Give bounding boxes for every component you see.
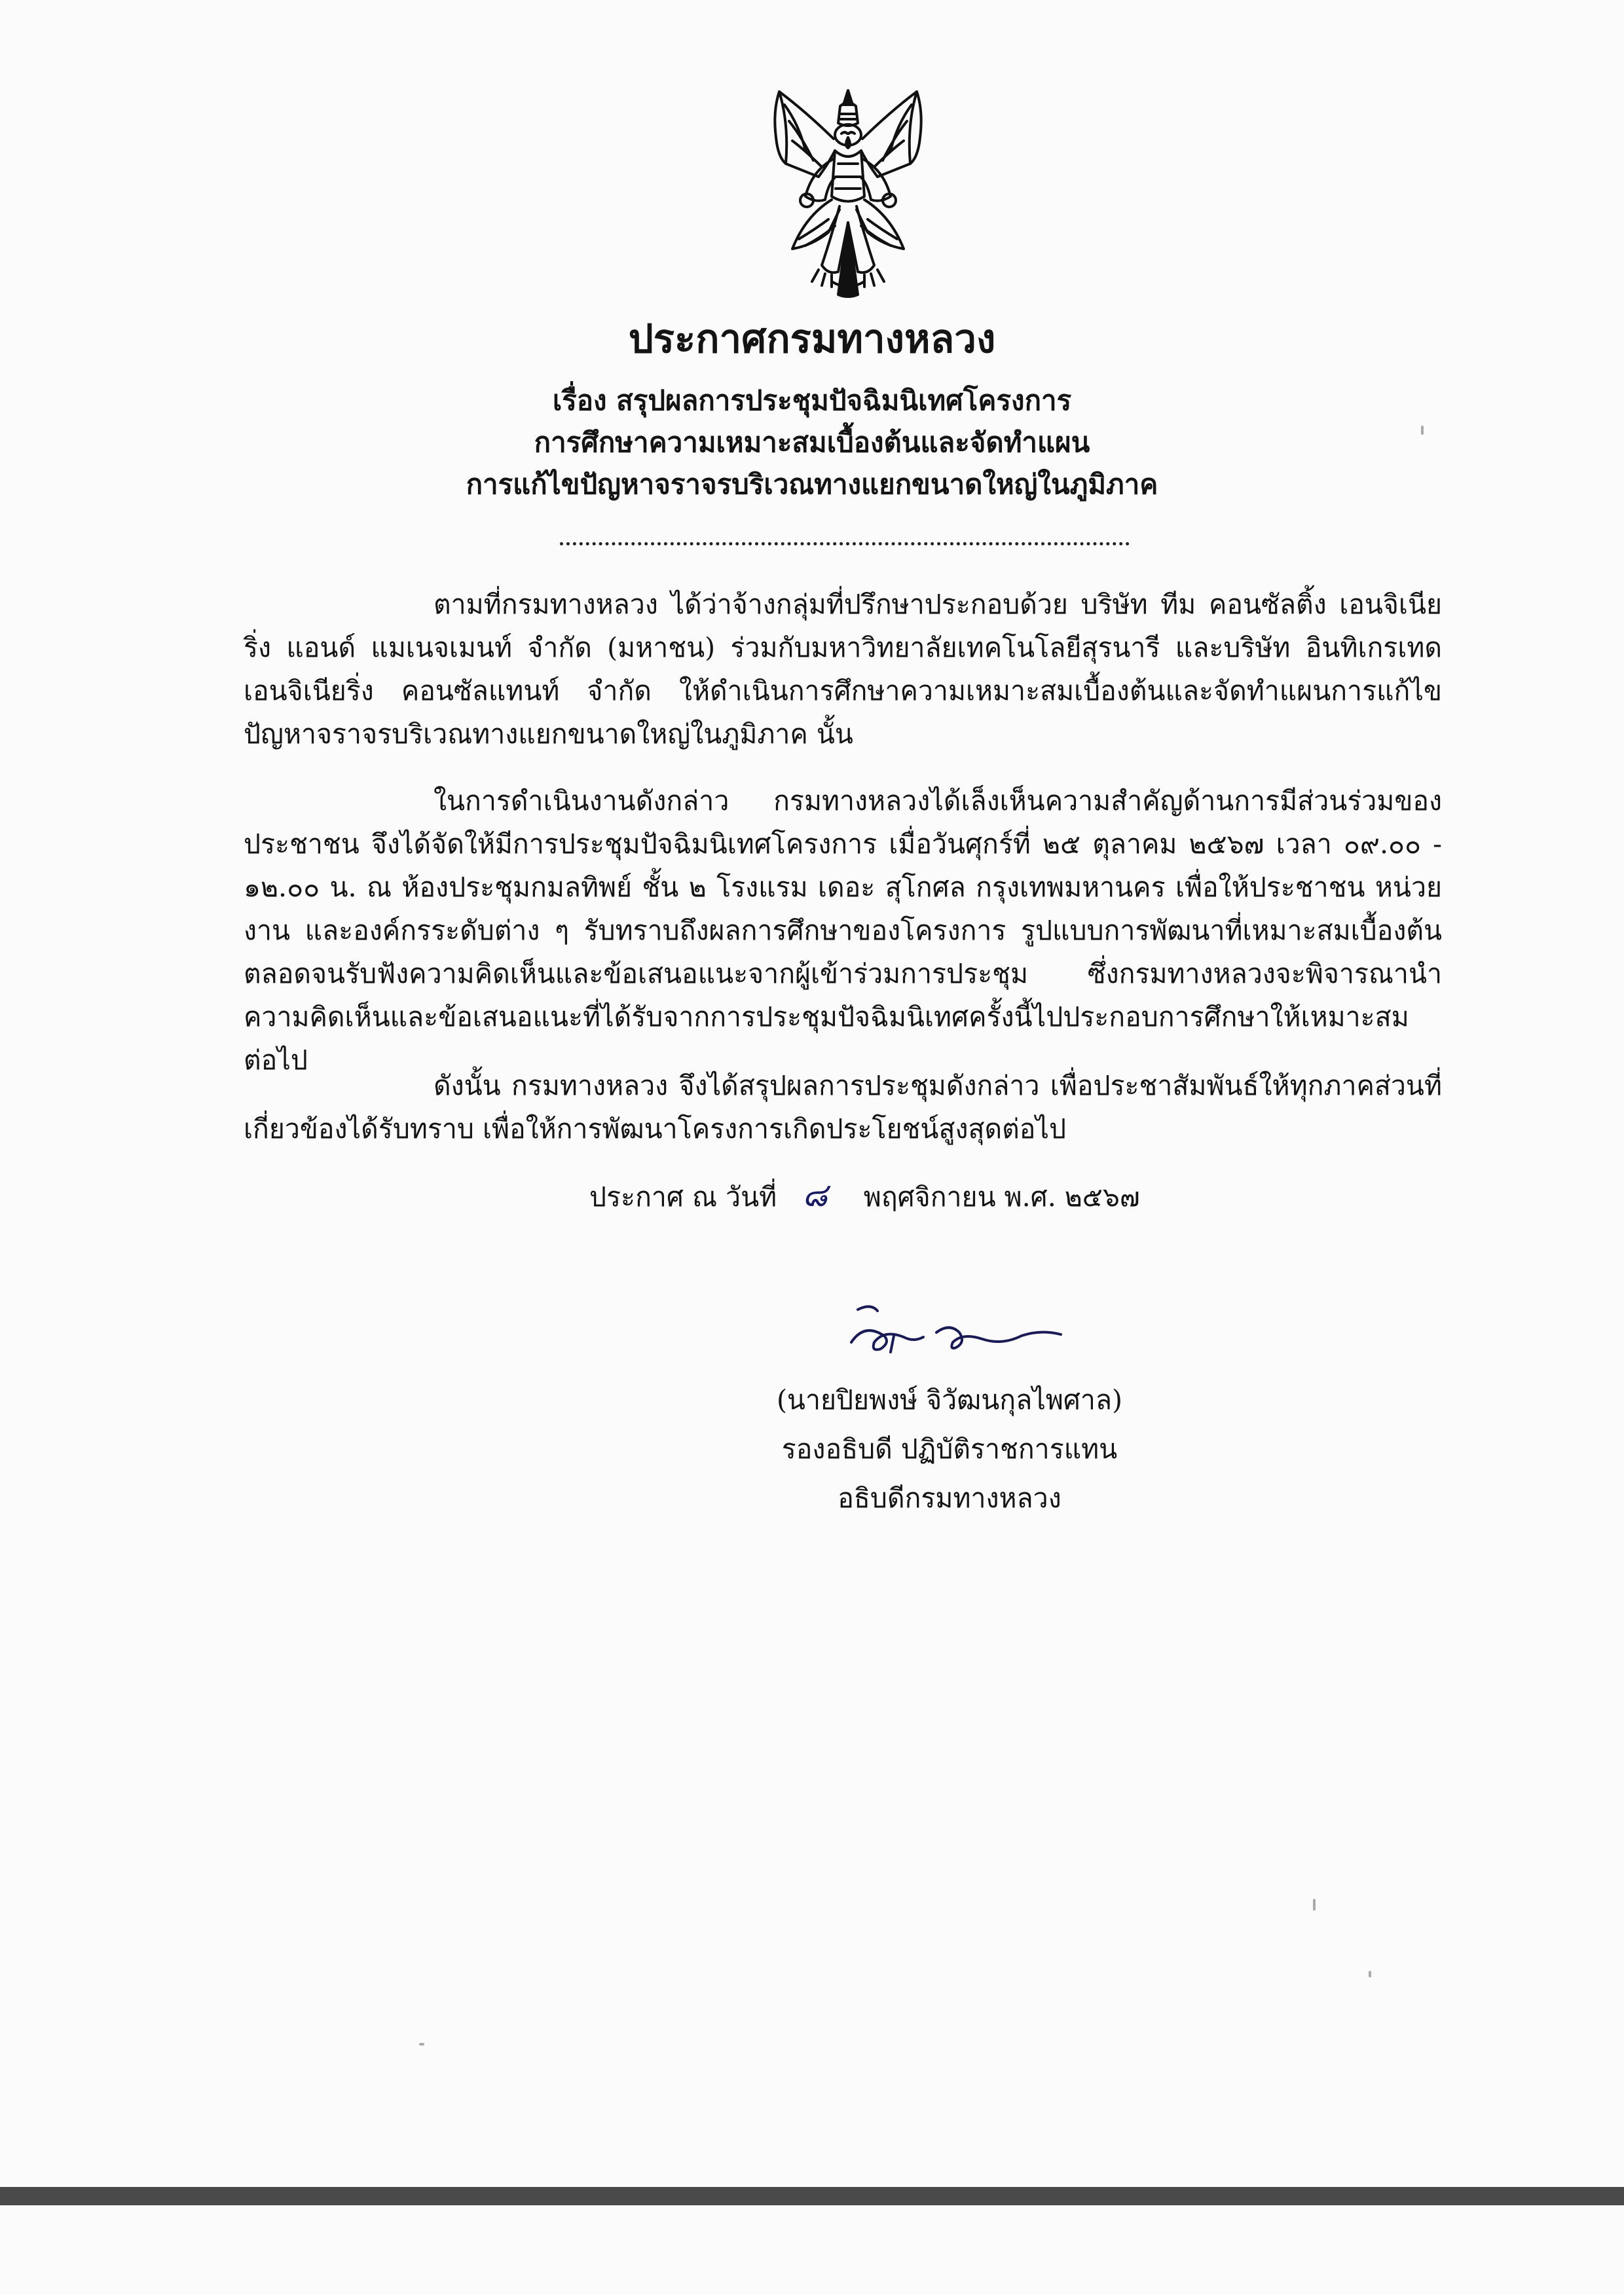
subject-line: การแก้ไขปัญหาจราจรบริเวณทางแยกขนาดใหญ่ในภูมิภาค: [466, 468, 1158, 500]
scan-speck: [1313, 1899, 1316, 1911]
dotted-separator: [560, 542, 1130, 545]
signer-position: อธิบดีกรมทางหลวง: [838, 1482, 1061, 1514]
subject-line: การศึกษาความเหมาะสมเบื้องต้นและจัดทำแผน: [534, 426, 1090, 458]
body-paragraph: ดังนั้น กรมทางหลวง จึงได้สรุปผลการประชุมดังกล่าว เพื่อประชาสัมพันธ์ให้ทุกภาคส่วนที่เกี่ยวข้องได้รับทราบ เพื่อให้การพัฒนาโครงการเกิดประโยชน์สูงสุดต่อไป: [244, 1070, 1442, 1145]
body-paragraph: ในการดำเนินงานดังกล่าว กรมทางหลวงได้เล็งเห็นความสำคัญด้านการมีส่วนร่วมของประชาชน จึงได้จัดให้มีการประชุมปัจฉิมนิเทศโครงการ เมื่อวันศุกร์ที่ ๒๕ ตุลาคม ๒๕๖๗ เวลา ๐๙.๐๐ - ๑๒.๐๐ น. ณ ห้องประชุมกมลทิพย์ ชั้น ๒ โรงแรม เดอะ สุโกศล กรุงเทพมหานคร เพื่อให้ประชาชน หน่วยงาน และองค์กรระดับต่าง ๆ รับทราบถึงผลการศึกษาของโครงการ รูปแบบการพัฒนาที่เหมาะสมเบื้องต้น ตลอดจนรับฟังความคิดเห็นและข้อเสนอแนะจากผู้เข้าร่วมการประชุม ซึ่งกรมทางหลวงจะพิจารณานำความคิดเห็นและข้อเสนอแนะที่ได้รับจากการประชุมปัจฉิมนิเทศครั้งนี้ไปประกอบการศึกษาให้เหมาะสมต่อไป: [244, 785, 1442, 1076]
scan-speck: [1421, 426, 1424, 435]
scan-speck: [419, 2043, 424, 2046]
scan-edge-bar: [0, 2187, 1624, 2205]
scan-speck: [1369, 1971, 1371, 1977]
body-paragraph: ตามที่กรมทางหลวง ได้ว่าจ้างกลุ่มที่ปรึกษาประกอบด้วย บริษัท ทีม คอนซัลติ้ง เอนจิเนียริ่ง แอนด์ แมเนจเมนท์ จำกัด (มหาชน) ร่วมกับมหาวิทยาลัยเทคโนโลยีสุรนารี และบริษัท อินทิเกรเทด เอนจิเนียริ่ง คอนซัลแทนท์ จำกัด ให้ดำเนินการศึกษาความเหมาะสมเบื้องต้นและจัดทำแผนการแก้ไขปัญหาจราจรบริเวณทางแยกขนาดใหญ่ในภูมิภาค นั้น: [244, 589, 1442, 750]
announcement-date-prefix: ประกาศ ณ วันที่: [589, 1181, 777, 1213]
subject-block: [262, 380, 1362, 505]
signer-name: (นายปิยพงษ์ จิวัฒนกุลไพศาล): [776, 1384, 1123, 1416]
announcement-day: ๘: [802, 1176, 828, 1214]
announcement-month-year: พฤศจิกายน พ.ศ. ๒๕๖๗: [863, 1181, 1140, 1213]
subject-line: เรื่อง สรุปผลการประชุมปัจฉิมนิเทศโครงการ: [552, 384, 1072, 416]
garuda-emblem-icon: [766, 85, 930, 301]
announcement-date: [589, 1173, 1140, 1219]
handwritten-signature: [845, 1296, 1067, 1368]
announcement-title: ประกาศกรมทางหลวง: [628, 316, 996, 362]
signer-position: รองอธิบดี ปฏิบัติราชการแทน: [781, 1433, 1118, 1465]
